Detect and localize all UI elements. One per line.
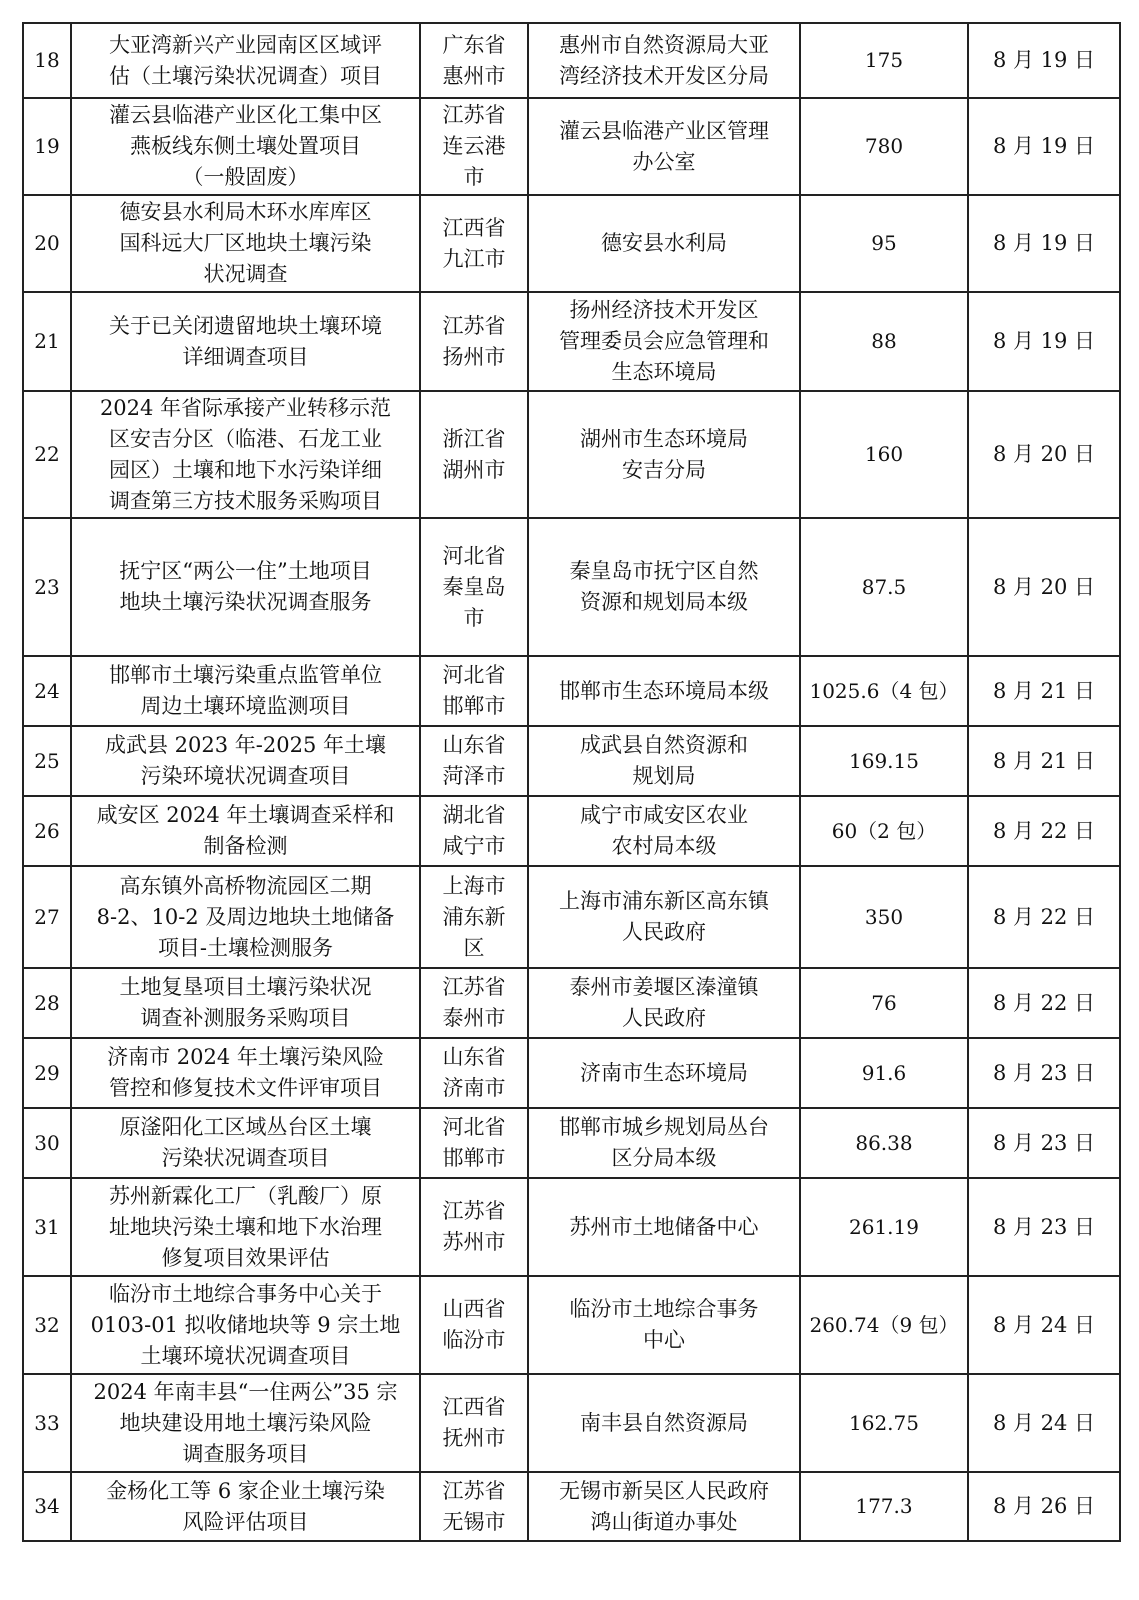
project-location: 湖北省 咸宁市 — [420, 796, 528, 866]
table-row — [23, 656, 1120, 726]
row-number: 33 — [23, 1374, 71, 1472]
row-number: 27 — [23, 866, 71, 968]
budget-amount: 175 — [800, 23, 968, 98]
project-location: 江西省 九江市 — [420, 195, 528, 292]
table-row — [23, 518, 1120, 656]
purchasing-unit: 咸宁市咸安区农业 农村局本级 — [528, 796, 800, 866]
purchasing-unit: 济南市生态环境局 — [528, 1038, 800, 1108]
project-location: 江苏省 苏州市 — [420, 1178, 528, 1276]
announcement-date: 8 月 21 日 — [968, 656, 1120, 726]
project-location: 山西省 临汾市 — [420, 1276, 528, 1374]
project-name: 关于已关闭遗留地块土壤环境 详细调查项目 — [71, 292, 420, 391]
purchasing-unit: 湖州市生态环境局 安吉分局 — [528, 391, 800, 518]
row-number: 25 — [23, 726, 71, 796]
announcement-date: 8 月 19 日 — [968, 98, 1120, 195]
project-location: 江苏省 连云港 市 — [420, 98, 528, 195]
project-name: 2024 年南丰县“一住两公”35 宗 地块建设用地土壤污染风险 调查服务项目 — [71, 1374, 420, 1472]
project-location: 江苏省 扬州市 — [420, 292, 528, 391]
budget-amount: 76 — [800, 968, 968, 1038]
purchasing-unit: 邯郸市城乡规划局丛台 区分局本级 — [528, 1108, 800, 1178]
budget-amount: 260.74（9 包） — [800, 1276, 968, 1374]
budget-amount: 780 — [800, 98, 968, 195]
project-name: 苏州新霖化工厂（乳酸厂）原 址地块污染土壤和地下水治理 修复项目效果评估 — [71, 1178, 420, 1276]
row-number: 29 — [23, 1038, 71, 1108]
announcement-date: 8 月 23 日 — [968, 1108, 1120, 1178]
project-name: 原滏阳化工区域丛台区土壤 污染状况调查项目 — [71, 1108, 420, 1178]
project-name: 德安县水利局木环水库库区 国科远大厂区地块土壤污染 状况调查 — [71, 195, 420, 292]
row-number: 22 — [23, 391, 71, 518]
project-location: 江苏省 无锡市 — [420, 1472, 528, 1541]
row-number: 19 — [23, 98, 71, 195]
announcement-date: 8 月 22 日 — [968, 796, 1120, 866]
row-number: 18 — [23, 23, 71, 98]
announcement-date: 8 月 20 日 — [968, 391, 1120, 518]
purchasing-unit: 泰州市姜堰区溱潼镇 人民政府 — [528, 968, 800, 1038]
table-row — [23, 1374, 1120, 1472]
table-row — [23, 1038, 1120, 1108]
project-location: 河北省 邯郸市 — [420, 1108, 528, 1178]
budget-amount: 91.6 — [800, 1038, 968, 1108]
purchasing-unit: 秦皇岛市抚宁区自然 资源和规划局本级 — [528, 518, 800, 656]
project-location: 河北省 邯郸市 — [420, 656, 528, 726]
announcement-date: 8 月 23 日 — [968, 1178, 1120, 1276]
project-name: 大亚湾新兴产业园南区区域评 估（土壤污染状况调查）项目 — [71, 23, 420, 98]
purchasing-unit: 上海市浦东新区高东镇 人民政府 — [528, 866, 800, 968]
project-name: 金杨化工等 6 家企业土壤污染 风险评估项目 — [71, 1472, 420, 1541]
table-row — [23, 1108, 1120, 1178]
announcement-date: 8 月 20 日 — [968, 518, 1120, 656]
announcement-date: 8 月 19 日 — [968, 292, 1120, 391]
row-number: 21 — [23, 292, 71, 391]
table-row — [23, 968, 1120, 1038]
project-name: 临汾市土地综合事务中心关于 0103-01 拟收储地块等 9 宗土地 土壤环境状况调查项目 — [71, 1276, 420, 1374]
project-name: 邯郸市土壤污染重点监管单位 周边土壤环境监测项目 — [71, 656, 420, 726]
project-location: 广东省 惠州市 — [420, 23, 528, 98]
row-number: 34 — [23, 1472, 71, 1541]
budget-amount: 162.75 — [800, 1374, 968, 1472]
project-name: 济南市 2024 年土壤污染风险 管控和修复技术文件评审项目 — [71, 1038, 420, 1108]
table-row — [23, 195, 1120, 292]
row-number: 30 — [23, 1108, 71, 1178]
table-row — [23, 866, 1120, 968]
project-table — [22, 22, 1121, 1542]
announcement-date: 8 月 19 日 — [968, 195, 1120, 292]
table-row — [23, 726, 1120, 796]
project-name: 2024 年省际承接产业转移示范 区安吉分区（临港、石龙工业 园区）土壤和地下水污染详细 调查第三方技术服务采购项目 — [71, 391, 420, 518]
table-row — [23, 98, 1120, 195]
budget-amount: 169.15 — [800, 726, 968, 796]
project-location: 河北省 秦皇岛 市 — [420, 518, 528, 656]
row-number: 20 — [23, 195, 71, 292]
budget-amount: 88 — [800, 292, 968, 391]
row-number: 26 — [23, 796, 71, 866]
project-location: 浙江省 湖州市 — [420, 391, 528, 518]
purchasing-unit: 扬州经济技术开发区 管理委员会应急管理和 生态环境局 — [528, 292, 800, 391]
announcement-date: 8 月 19 日 — [968, 23, 1120, 98]
table-row — [23, 391, 1120, 518]
budget-amount: 177.3 — [800, 1472, 968, 1541]
announcement-date: 8 月 22 日 — [968, 968, 1120, 1038]
table-row — [23, 1178, 1120, 1276]
project-name: 高东镇外高桥物流园区二期 8-2、10-2 及周边地块土地储备 项目-土壤检测服务 — [71, 866, 420, 968]
purchasing-unit: 邯郸市生态环境局本级 — [528, 656, 800, 726]
budget-amount: 95 — [800, 195, 968, 292]
purchasing-unit: 临汾市土地综合事务 中心 — [528, 1276, 800, 1374]
purchasing-unit: 无锡市新吴区人民政府 鸿山街道办事处 — [528, 1472, 800, 1541]
table-row — [23, 292, 1120, 391]
announcement-date: 8 月 26 日 — [968, 1472, 1120, 1541]
table-row — [23, 796, 1120, 866]
table-row — [23, 1276, 1120, 1374]
announcement-date: 8 月 24 日 — [968, 1276, 1120, 1374]
announcement-date: 8 月 21 日 — [968, 726, 1120, 796]
budget-amount: 1025.6（4 包） — [800, 656, 968, 726]
budget-amount: 60（2 包） — [800, 796, 968, 866]
project-location: 江西省 抚州市 — [420, 1374, 528, 1472]
row-number: 31 — [23, 1178, 71, 1276]
purchasing-unit: 惠州市自然资源局大亚 湾经济技术开发区分局 — [528, 23, 800, 98]
budget-amount: 86.38 — [800, 1108, 968, 1178]
project-name: 灌云县临港产业区化工集中区 燕板线东侧土壤处置项目 （一般固废） — [71, 98, 420, 195]
project-name: 成武县 2023 年-2025 年土壤 污染环境状况调查项目 — [71, 726, 420, 796]
budget-amount: 160 — [800, 391, 968, 518]
project-location: 山东省 菏泽市 — [420, 726, 528, 796]
row-number: 32 — [23, 1276, 71, 1374]
purchasing-unit: 苏州市土地储备中心 — [528, 1178, 800, 1276]
row-number: 23 — [23, 518, 71, 656]
project-location: 山东省 济南市 — [420, 1038, 528, 1108]
budget-amount: 261.19 — [800, 1178, 968, 1276]
purchasing-unit: 成武县自然资源和 规划局 — [528, 726, 800, 796]
announcement-date: 8 月 23 日 — [968, 1038, 1120, 1108]
purchasing-unit: 灌云县临港产业区管理 办公室 — [528, 98, 800, 195]
purchasing-unit: 南丰县自然资源局 — [528, 1374, 800, 1472]
project-name: 抚宁区“两公一住”土地项目 地块土壤污染状况调查服务 — [71, 518, 420, 656]
announcement-date: 8 月 22 日 — [968, 866, 1120, 968]
purchasing-unit: 德安县水利局 — [528, 195, 800, 292]
budget-amount: 350 — [800, 866, 968, 968]
announcement-date: 8 月 24 日 — [968, 1374, 1120, 1472]
project-name: 咸安区 2024 年土壤调查采样和 制备检测 — [71, 796, 420, 866]
project-location: 江苏省 泰州市 — [420, 968, 528, 1038]
project-location: 上海市 浦东新 区 — [420, 866, 528, 968]
budget-amount: 87.5 — [800, 518, 968, 656]
row-number: 24 — [23, 656, 71, 726]
project-name: 土地复垦项目土壤污染状况 调查补测服务采购项目 — [71, 968, 420, 1038]
row-number: 28 — [23, 968, 71, 1038]
table-row — [23, 1472, 1120, 1541]
table-row — [23, 23, 1120, 98]
